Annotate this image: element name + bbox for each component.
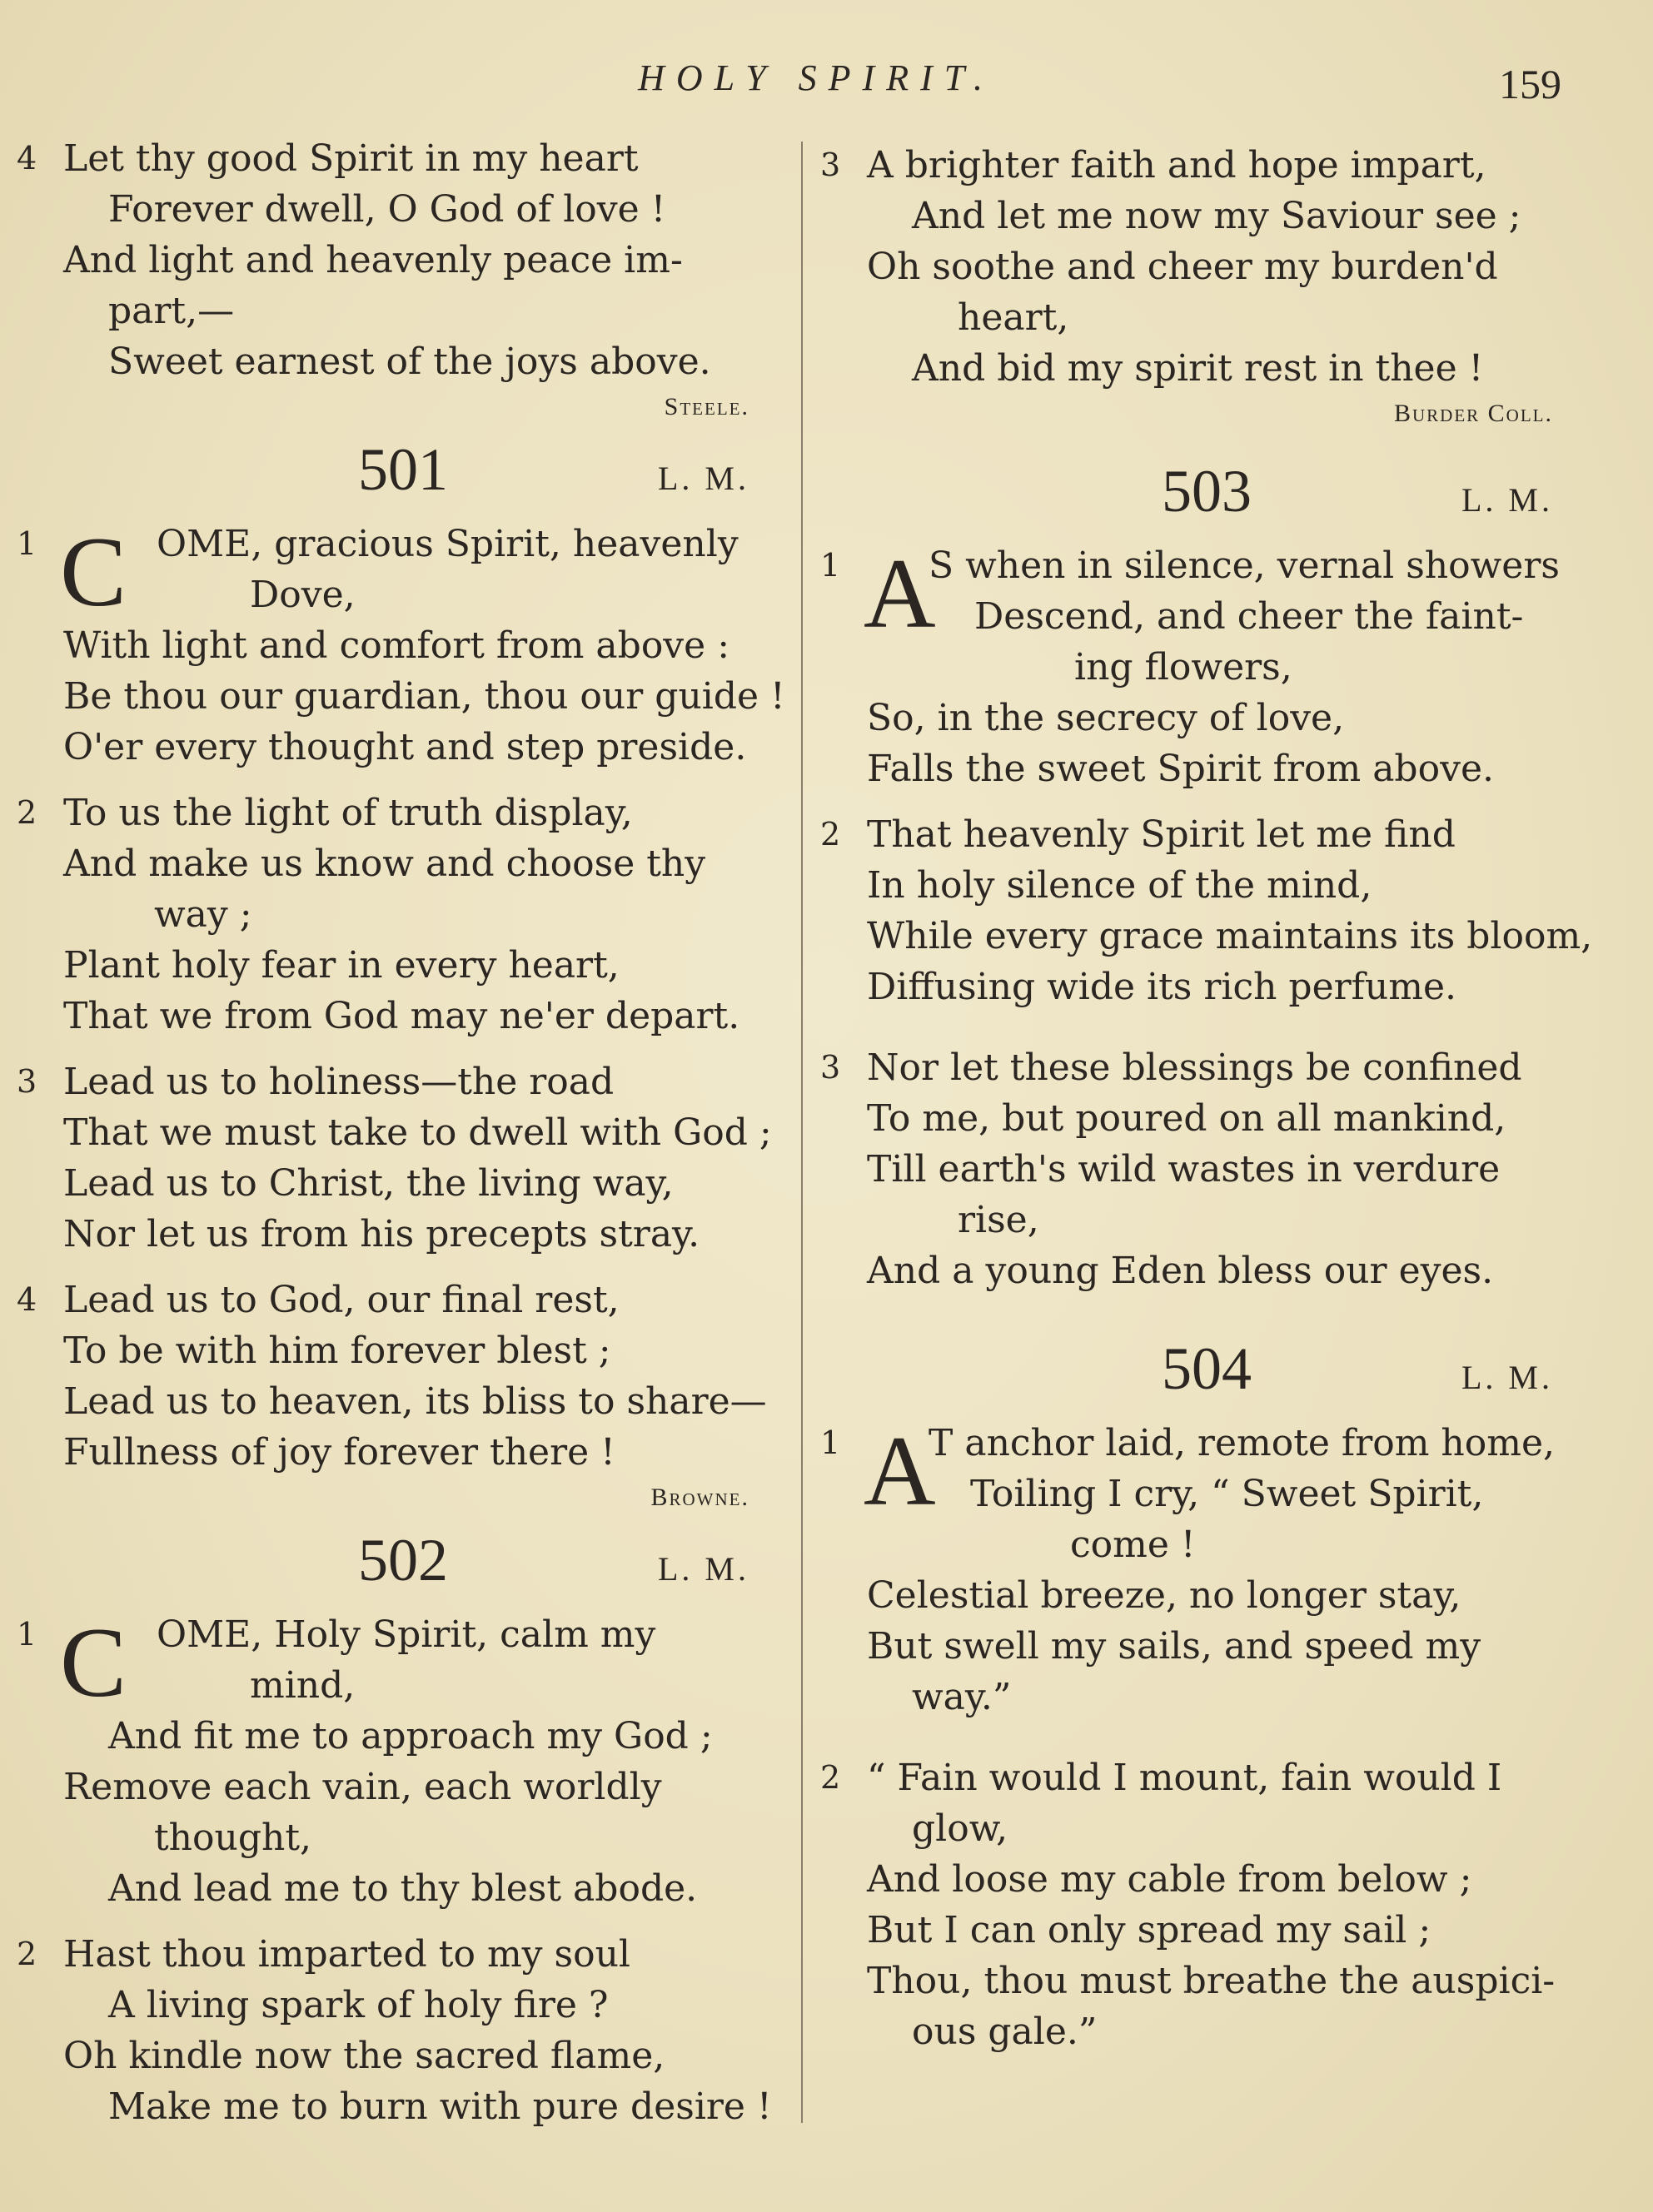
stanza [17, 788, 749, 1041]
stanza [17, 1056, 772, 1260]
verse-line: In holy silence of the mind, [867, 864, 1372, 907]
verse-line: Lead us to holiness—the road [63, 1061, 615, 1103]
verse-line: way ; [154, 893, 252, 936]
verse-line: Nor let these blessings be confined [867, 1046, 1522, 1089]
stanza [17, 1929, 772, 2132]
verse-line: And make us know and choose thy [63, 843, 706, 885]
stanza-number: 2 [820, 816, 841, 852]
stanza-number: 1 [17, 1616, 37, 1653]
stanza [820, 1752, 1556, 2057]
verse-line: To me, but poured on all mankind, [867, 1097, 1506, 1140]
verse-line: To us the light of truth display, [63, 792, 633, 834]
verse-line: Nor let us from his precepts stray. [63, 1213, 700, 1255]
verse-line: Oh soothe and cheer my burden'd [867, 246, 1498, 288]
verse-line: “ Fain would I mount, fain would I [867, 1757, 1502, 1799]
stanza [820, 140, 1553, 394]
hymn-number: 501 [358, 436, 448, 503]
verse-line: OME, gracious Spirit, heavenly [157, 523, 739, 565]
stanza-number: 2 [17, 1936, 37, 1972]
verse-line: way.” [912, 1676, 1012, 1718]
verse-line: To be with him forever blest ; [63, 1330, 611, 1372]
verse-line: With light and comfort from above : [63, 624, 730, 667]
drop-cap: C [60, 1607, 127, 1717]
verse-line: thought, [154, 1817, 312, 1859]
verse-line: T anchor laid, remote from home, [929, 1422, 1555, 1464]
verse-line: Lead us to heaven, its bliss to share— [63, 1380, 767, 1423]
left-column [17, 133, 785, 2132]
stanza [820, 1415, 1555, 1722]
stanza [820, 809, 1593, 1012]
verse-line: mind, [250, 1664, 356, 1707]
column-divider [801, 142, 803, 2123]
hymn-heading [17, 1518, 749, 1609]
hymn-number: 503 [1162, 458, 1252, 524]
verse-line: While every grace maintains its bloom, [867, 915, 1593, 957]
verse-line: And loose my cable from below ; [867, 1858, 1472, 1901]
author-attribution: Browne. [650, 1484, 749, 1511]
verse-line: part,— [108, 290, 235, 332]
verse-line: Be thou our guardian, thou our guide ! [63, 675, 785, 718]
stanza [820, 538, 1560, 794]
verse-line: heart, [958, 296, 1069, 339]
stanza [17, 1609, 749, 1914]
stanza-number: 1 [17, 525, 37, 562]
verse-line: Sweet earnest of the joys above. [108, 340, 711, 383]
verse-line: And lead me to thy blest abode. [108, 1867, 698, 1910]
stanza-number: 3 [820, 147, 841, 183]
hymn-heading [17, 427, 749, 519]
stanza [17, 1275, 767, 1478]
page-number: 159 [1499, 61, 1561, 107]
verse-line: Plant holy fear in every heart, [63, 944, 620, 987]
verse-line: A living spark of holy fire ? [108, 1984, 609, 2026]
hymn-meter: L. M. [1461, 1359, 1553, 1396]
verse-line: OME, Holy Spirit, calm my [157, 1613, 656, 1656]
verse-line: Toiling I cry, “ Sweet Spirit, [970, 1473, 1484, 1515]
verse-line: But swell my sails, and speed my [867, 1625, 1481, 1668]
verse-line: And fit me to approach my God ; [108, 1715, 713, 1757]
verse-line: Celestial breeze, no longer stay, [867, 1574, 1461, 1617]
verse-line: Hast thou imparted to my soul [63, 1933, 630, 1976]
verse-line: A brighter faith and hope impart, [867, 144, 1486, 186]
drop-cap: A [864, 1415, 936, 1526]
verse-line: Descend, and cheer the faint- [974, 595, 1524, 638]
verse-line: Diffusing wide its rich perfume. [867, 966, 1457, 1008]
drop-cap: A [864, 538, 936, 649]
verse-line: And light and heavenly peace im- [63, 239, 683, 281]
stanza [820, 1042, 1553, 1296]
verse-line: And let me now my Saviour see ; [912, 195, 1521, 237]
verse-line: S when in silence, vernal showers [929, 544, 1560, 587]
stanza-number: 2 [820, 1759, 841, 1796]
stanza [17, 133, 749, 387]
verse-line: That we from God may ne'er depart. [63, 995, 740, 1037]
stanza-number: 2 [17, 794, 37, 831]
hymn-meter: L. M. [658, 460, 749, 497]
verse-line: Oh kindle now the sacred flame, [63, 2035, 665, 2077]
verse-line: Make me to burn with pure desire ! [108, 2085, 772, 2128]
verse-line: Thou, thou must breathe the auspici- [867, 1960, 1556, 2002]
stanza-number: 3 [17, 1063, 37, 1100]
verse-line: Lead us to Christ, the living way, [63, 1162, 674, 1205]
hymn-number: 502 [358, 1527, 448, 1593]
stanza-number: 3 [820, 1049, 841, 1086]
verse-line: ous gale.” [912, 2011, 1098, 2053]
verse-line: So, in the secrecy of love, [867, 697, 1345, 739]
verse-line: Let thy good Spirit in my heart [63, 137, 639, 180]
verse-line: ing flowers, [1074, 646, 1292, 688]
hymn-meter: L. M. [658, 1550, 749, 1588]
hymn-number: 504 [1162, 1335, 1252, 1402]
running-header: HOLY SPIRIT. [638, 57, 994, 98]
verse-line: glow, [912, 1807, 1008, 1850]
verse-line: Lead us to God, our final rest, [63, 1279, 620, 1321]
verse-line: Fullness of joy forever there ! [63, 1431, 615, 1474]
verse-line: rise, [958, 1199, 1039, 1241]
stanza-number: 4 [17, 1281, 37, 1318]
drop-cap: C [60, 516, 127, 627]
right-column [820, 140, 1593, 2057]
verse-line: And bid my spirit rest in thee ! [912, 347, 1484, 390]
stanza-number: 4 [17, 140, 37, 176]
author-attribution: Steele. [664, 393, 749, 420]
verse-line: Remove each vain, each worldly [63, 1766, 662, 1808]
verse-line: But I can only spread my sail ; [867, 1909, 1431, 1951]
verse-line: Forever dwell, O God of love ! [108, 188, 666, 231]
stanza-number: 1 [820, 1424, 841, 1461]
verse-line: Falls the sweet Spirit from above. [867, 748, 1494, 790]
author-attribution: Burder Coll. [1393, 400, 1553, 427]
verse-line: Till earth's wild wastes in verdure [867, 1148, 1501, 1191]
hymn-meter: L. M. [1461, 481, 1553, 519]
verse-line: O'er every thought and step preside. [63, 726, 747, 768]
hymn-heading [820, 1326, 1553, 1418]
verse-line: That we must take to dwell with God ; [63, 1111, 772, 1154]
stanza-number: 1 [820, 547, 841, 584]
verse-line: And a young Eden bless our eyes. [867, 1250, 1494, 1292]
hymn-heading [820, 449, 1553, 540]
verse-line: That heavenly Spirit let me find [867, 813, 1456, 856]
verse-line: Dove, [250, 574, 356, 616]
stanza [17, 516, 785, 773]
verse-line: come ! [1070, 1524, 1196, 1566]
